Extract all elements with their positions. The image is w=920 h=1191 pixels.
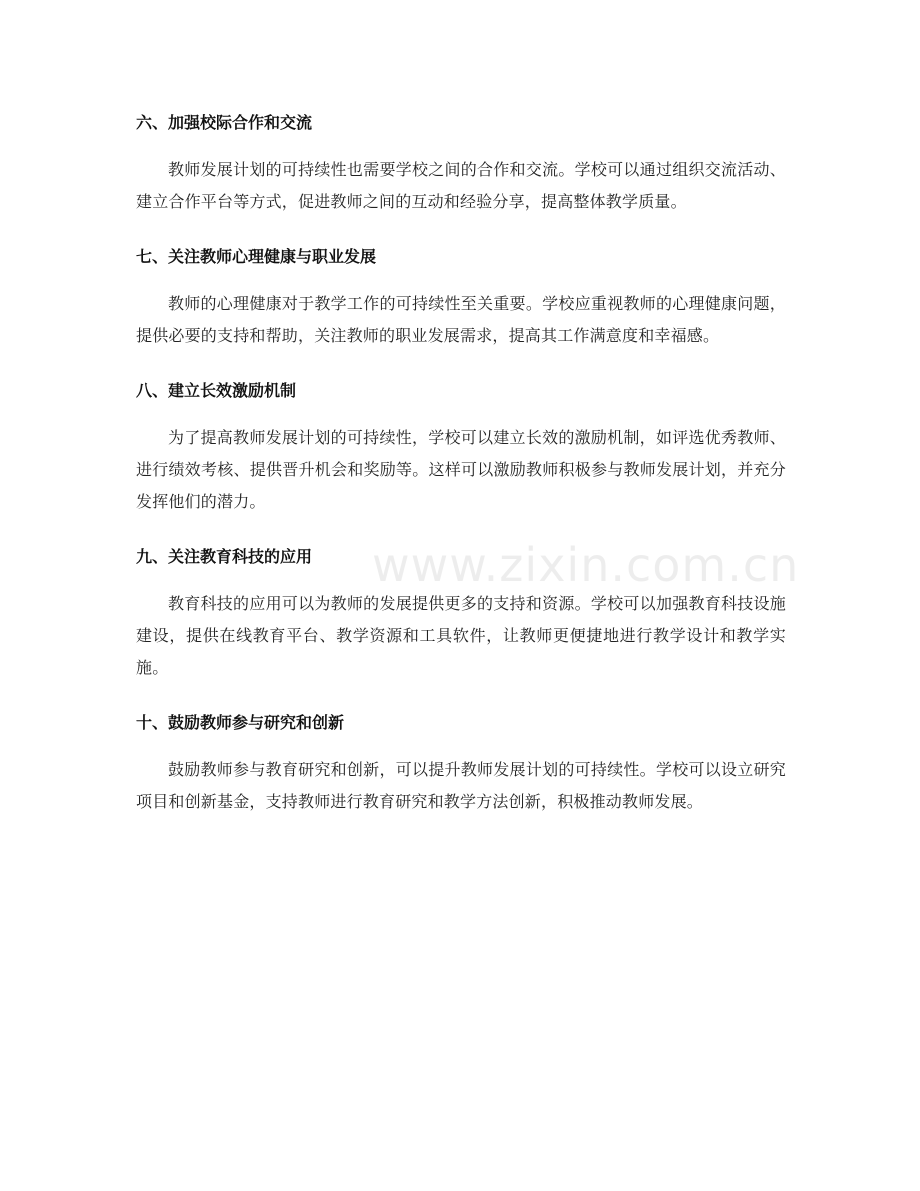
section-heading: 十、鼓励教师参与研究和创新 [136, 713, 345, 732]
watermark: www.zixin.com.cn [372, 538, 800, 592]
section-10 [136, 706, 786, 818]
section-paragraph: 教师的心理健康对于教学工作的可持续性至关重要。学校应重视教师的心理健康问题，提供必要的支持和帮助，关注教师的职业发展需求，提高其工作满意度和幸福感。 [136, 294, 786, 345]
section-paragraph: 鼓励教师参与教育研究和创新，可以提升教师发展计划的可持续性。学校可以设立研究项目和创新基金，支持教师进行教育研究和教学方法创新，积极推动教师发展。 [136, 760, 786, 811]
section-heading: 六、加强校际合作和交流 [136, 113, 313, 132]
section-heading: 七、关注教师心理健康与职业发展 [136, 247, 377, 266]
section-7 [136, 240, 786, 352]
section-8 [136, 374, 786, 518]
section-paragraph: 为了提高教师发展计划的可持续性，学校可以建立长效的激励机制，如评选优秀教师、进行绩效考核、提供晋升机会和奖励等。这样可以激励教师积极参与教师发展计划，并充分发挥他们的潜力。 [136, 428, 786, 511]
section-paragraph: 教育科技的应用可以为教师的发展提供更多的支持和资源。学校可以加强教育科技设施建设，提供在线教育平台、教学资源和工具软件，让教师更便捷地进行教学设计和教学实施。 [136, 594, 786, 677]
section-heading: 八、建立长效激励机制 [136, 381, 297, 400]
section-6 [136, 106, 786, 218]
section-paragraph: 教师发展计划的可持续性也需要学校之间的合作和交流。学校可以通过组织交流活动、建立合作平台等方式，促进教师之间的互动和经验分享，提高整体教学质量。 [136, 160, 786, 211]
section-heading: 九、关注教育科技的应用 [136, 547, 313, 566]
section-9 [136, 540, 786, 684]
